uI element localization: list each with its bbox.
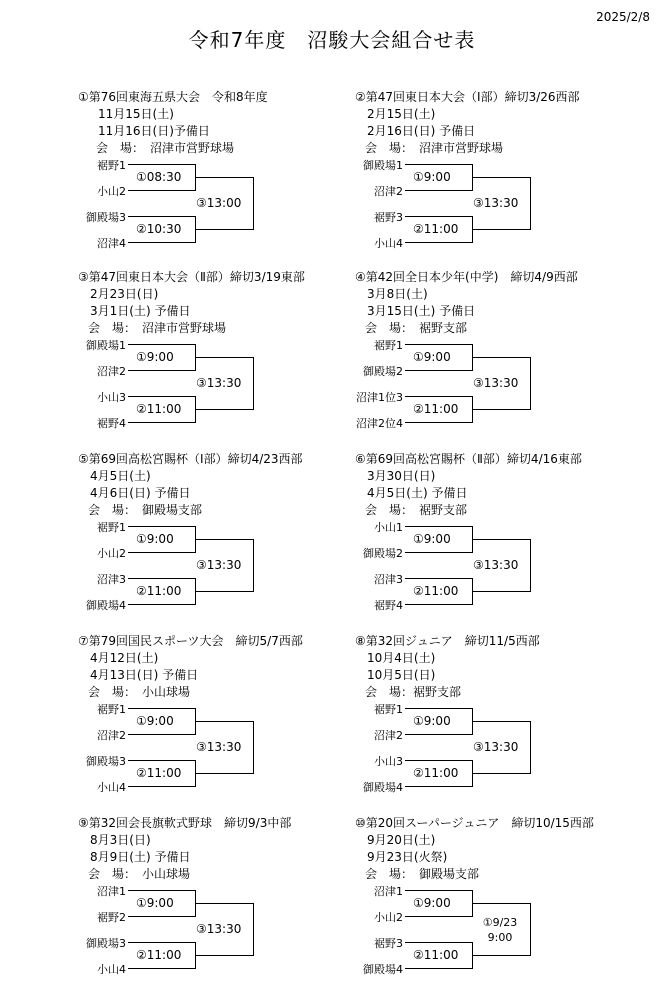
venue: 会 場： 沼津市営野球場 [96,141,235,155]
tournament-title: ⑨第32回会長旗軟式野球 締切9/3中部 [78,816,292,830]
final-time: ③13:30 [473,376,519,390]
bracket-line [128,890,195,891]
tournament-7-block [78,632,398,807]
bracket-line [405,216,472,217]
semifinal-2-time: ②11:00 [413,766,459,780]
bracket-line [128,526,195,527]
team-label: 沼津2 [97,729,126,742]
team-label: 裾野1 [374,339,403,352]
bracket-line [472,721,530,722]
final-time: ③13:30 [196,558,242,572]
bracket-line [405,760,472,761]
semifinal-2-time: ②11:00 [136,766,182,780]
tournament-title: ⑥第69回高松宮賜杯（Ⅱ部）締切4/16東部 [355,452,582,466]
bracket-line [128,942,195,943]
tournament-title: ⑦第79回国民スポーツ大会 締切5/7西部 [78,634,303,648]
team-label: 沼津1位3 [356,391,403,404]
team-label: 沼津3 [374,573,403,586]
semifinal-1-time: ①9:00 [136,714,174,728]
bracket-line [195,955,253,956]
semifinal-1-time: ①9:00 [413,896,451,910]
bracket-line [472,903,530,904]
bracket-line [405,578,472,579]
bracket-line [472,773,530,774]
team-label: 御殿場3 [86,755,126,768]
team-label: 沼津1 [374,885,403,898]
team-label: 沼津4 [97,237,126,250]
bracket-line [472,955,530,956]
bracket-line [195,539,253,540]
bracket-line [405,526,472,527]
reserve-date: 9月23日(火祭) [367,850,448,864]
bracket-line [405,708,472,709]
semifinal-2-time: ②11:00 [413,584,459,598]
bracket-line [128,708,195,709]
bracket-line [128,396,195,397]
bracket-line [472,539,530,540]
tournament-1-block [78,88,398,263]
reserve-date: 4月6日(日) 予備日 [90,486,191,500]
tournament-10-block [355,814,664,989]
semifinal-1-time: ①08:30 [136,170,182,184]
document-title: 令和7年度 沼駿大会組合せ表 [188,28,476,52]
team-label: 御殿場1 [363,159,403,172]
match-date: 10月4日(土) [367,651,436,665]
bracket-line [195,357,253,358]
team-label: 御殿場4 [363,963,403,976]
bracket-line [405,786,472,787]
team-label: 裾野1 [374,703,403,716]
team-label: 沼津1 [97,885,126,898]
match-date: 3月8日(土) [367,287,428,301]
bracket-line [128,968,195,969]
venue: 会 場： 御殿場支部 [365,867,480,881]
tournament-2-block [355,88,664,263]
bracket-line [128,344,195,345]
match-date: 8月3日(日) [90,833,151,847]
venue: 会 場： 小山球場 [88,685,191,699]
semifinal-2-time: ②11:00 [136,584,182,598]
tournament-title: ②第47回東日本大会（Ⅰ部）締切3/26西部 [355,90,580,104]
bracket-line [530,357,531,410]
bracket-line [405,422,472,423]
final-time: ③13:00 [196,196,242,210]
tournament-9-block [78,814,398,989]
team-label: 御殿場3 [86,937,126,950]
bracket-line [472,409,530,410]
team-label: 裾野1 [97,159,126,172]
bracket-line [195,591,253,592]
bracket-line [405,942,472,943]
team-label: 小山4 [97,963,126,976]
final-time: ③13:30 [196,376,242,390]
reserve-date: 11月16日(日)予備日 [98,124,210,138]
bracket-line [128,190,195,191]
team-label: 御殿場4 [86,599,126,612]
bracket-line [128,760,195,761]
tournament-title: ⑧第32回ジュニア 締切11/5西部 [355,634,540,648]
match-date: 4月5日(土) [90,469,151,483]
venue: 会 場： 沼津市営野球場 [365,141,504,155]
team-label: 裾野3 [374,937,403,950]
final-time: ③13:30 [196,922,242,936]
semifinal-2-time: ②11:00 [413,948,459,962]
bracket-line [405,604,472,605]
final-date: ①9/23 [482,916,518,929]
bracket-line [128,578,195,579]
bracket-line [128,552,195,553]
bracket-line [472,591,530,592]
document-date: 2025/2/8 [596,10,650,24]
bracket-line [405,190,472,191]
bracket-line [405,552,472,553]
team-label: 小山4 [97,781,126,794]
match-date: 2月23日(日) [90,287,159,301]
final-time: ③13:30 [473,558,519,572]
bracket-line [195,721,253,722]
bracket-line [253,177,254,230]
bracket-line [253,721,254,774]
semifinal-2-time: ②11:00 [413,402,459,416]
team-label: 小山1 [374,521,403,534]
bracket-line [405,164,472,165]
bracket-line [405,890,472,891]
tournament-title: ③第47回東日本大会（Ⅱ部）締切3/19東部 [78,270,305,284]
bracket-line [128,734,195,735]
tournament-title: ⑤第69回高松宮賜杯（Ⅰ部）締切4/23西部 [78,452,303,466]
semifinal-1-time: ①9:00 [413,170,451,184]
team-label: 小山2 [97,185,126,198]
final-time: ③13:30 [196,740,242,754]
match-date: 9月20日(土) [367,833,436,847]
final-time: ③13:30 [473,740,519,754]
semifinal-2-time: ②11:00 [136,948,182,962]
team-label: 沼津2 [374,729,403,742]
venue: 会 場：裾野支部 [365,685,462,699]
team-label: 裾野4 [97,417,126,430]
bracket-line [253,903,254,956]
team-label: 裾野3 [374,211,403,224]
bracket-line [405,344,472,345]
bracket-line [128,422,195,423]
bracket-line [472,177,530,178]
semifinal-1-time: ①9:00 [413,532,451,546]
bracket-line [405,734,472,735]
tournament-title: ⑩第20回スーパージュニア 締切10/15西部 [355,816,594,830]
semifinal-1-time: ①9:00 [136,532,174,546]
tournament-title: ④第42回全日本少年(中学) 締切4/9西部 [355,270,578,284]
bracket-line [530,539,531,592]
reserve-date: 2月16日(日) 予備日 [367,124,476,138]
venue: 会 場： 御殿場支部 [88,503,203,517]
team-label: 御殿場1 [86,339,126,352]
match-date: 3月30日(日) [367,469,436,483]
final-time: ③13:30 [473,196,519,210]
tournament-6-block [355,450,664,625]
bracket-line [128,916,195,917]
bracket-line [472,229,530,230]
bracket-line [405,242,472,243]
bracket-line [405,916,472,917]
team-label: 沼津3 [97,573,126,586]
final-time: 9:00 [487,931,513,944]
bracket-line [128,164,195,165]
team-label: 小山4 [374,237,403,250]
semifinal-1-time: ①9:00 [413,350,451,364]
team-label: 裾野1 [97,521,126,534]
semifinal-1-time: ①9:00 [136,350,174,364]
venue: 会 場： 裾野支部 [365,503,468,517]
venue: 会 場： 沼津市営野球場 [88,321,227,335]
bracket-line [472,357,530,358]
reserve-date: 4月5日(土) 予備日 [367,486,468,500]
venue: 会 場： 小山球場 [88,867,191,881]
team-label: 沼津2 [374,185,403,198]
bracket-line [405,370,472,371]
reserve-date: 3月15日(土) 予備日 [367,304,476,318]
bracket-line [195,903,253,904]
tournament-title: ①第76回東海五県大会 令和8年度 [78,90,268,104]
match-date: 4月12日(土) [90,651,159,665]
reserve-date: 4月13日(日) 予備日 [90,668,199,682]
bracket-line [405,968,472,969]
semifinal-2-time: ②11:00 [413,222,459,236]
reserve-date: 10月5日(日) [367,668,436,682]
semifinal-2-time: ②11:00 [136,402,182,416]
bracket-line [195,409,253,410]
tournament-4-block [355,268,664,443]
team-label: 沼津2位4 [356,417,403,430]
bracket-line [530,903,531,956]
match-date: 11月15日(土) [98,107,174,121]
semifinal-2-time: ②10:30 [136,222,182,236]
bracket-line [530,177,531,230]
bracket-line [253,357,254,410]
bracket-line [530,721,531,774]
bracket-line [128,604,195,605]
match-date: 2月15日(土) [367,107,436,121]
bracket-line [405,396,472,397]
team-label: 小山2 [374,911,403,924]
team-label: 裾野1 [97,703,126,716]
team-label: 裾野4 [374,599,403,612]
team-label: 沼津2 [97,365,126,378]
reserve-date: 8月9日(土) 予備日 [90,850,191,864]
tournament-8-block [355,632,664,807]
semifinal-1-time: ①9:00 [136,896,174,910]
bracket-line [128,370,195,371]
reserve-date: 3月1日(土) 予備日 [90,304,191,318]
team-label: 小山2 [97,547,126,560]
bracket-line [128,786,195,787]
bracket-line [128,242,195,243]
tournament-3-block [78,268,398,443]
team-label: 小山3 [374,755,403,768]
team-label: 御殿場2 [363,365,403,378]
bracket-line [253,539,254,592]
venue: 会 場： 裾野支部 [365,321,468,335]
team-label: 御殿場2 [363,547,403,560]
team-label: 裾野2 [97,911,126,924]
team-label: 御殿場3 [86,211,126,224]
tournament-5-block [78,450,398,625]
bracket-line [195,773,253,774]
bracket-line [195,229,253,230]
bracket-line [128,216,195,217]
bracket-line [195,177,253,178]
team-label: 御殿場4 [363,781,403,794]
team-label: 小山3 [97,391,126,404]
semifinal-1-time: ①9:00 [413,714,451,728]
